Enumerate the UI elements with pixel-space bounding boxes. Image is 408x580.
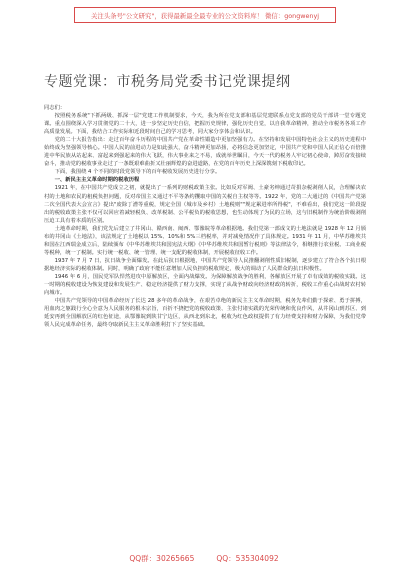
section-paragraph: 1946 年 6 月，国民党军队悍然进攻中原解放区，全面内战爆发。为保障解放战争的胜利，各解放区开展了卓有成效的税收实践。这一时期的税收建设为恢复建设和发展生产、稳定经济提供了财力支撑，实现了从战争财政向经济财政的转折，税收工作重心由战时农村转向城市。 (44, 273, 366, 297)
body-paragraph: 党的二十大报告指出：走过百年奋斗历程的中国共产党在革命性锻造中更加坚强有力。在坚持和发展中国特色社会主义的历史进程中始终成为坚强领导核心。中国人民的前进动力是如此强大，奋斗精神更加昂扬，必将信念更加坚定，中国共产党和中国人民正信心百倍推进中华民族从站起来、富起来到强起来的伟大飞跃，伟大事业来之不易，成就举世瞩目，今天一代的税务人牢记初心使命，踔厉奋发接续奋斗，推动党的税收事业走过了一条既艰难曲折又壮丽辉煌的奋进道路，在党的百年历史上深深镌刻下税收印记。 (44, 137, 366, 168)
document-title: 专题党课：市税务局党委书记党课提纲 (44, 74, 291, 90)
body-paragraph: 下面，我围绕 4 个不同的时段党领导下的百年税收发展历史进行分享。 (54, 169, 221, 176)
document-body (44, 104, 366, 329)
footer-qq-group: QQ群：30265665 (129, 554, 195, 563)
section-paragraph: 土地革命时期，我们党先后建立了井冈山、赣西南、闽西、鄂豫皖等革命根据地。我们党第一部成文的土地法就是 1928 年 12 月颁布的井冈山《土地法》，该法规定了土地税以 15%、10%和 5%三档税率，并对减免情况作了具体规定。1931 年 11 月，中华苏维埃共和国在江西瑞金成立后，陆续颁布《中华苏维埃共和国宪法大纲》《中华苏维埃共和国暂行税则》等法律法令，相继推行农业税、工商业税等税种，统一了税制。实行统一税收、统一管理、统一支配的税收体制，开展税收征收工作。 (44, 225, 366, 256)
footer (0, 553, 408, 564)
top-banner (74, 7, 336, 23)
intro-paragraph: 按照税务系统"下抓两级、抓深一层"党建工作机制要求，今天，我为所在党支部和基层党建联系点党支部的党员干部讲一堂专题党课。重点围绕深入学习贯彻党的二十大，进一步坚定历史自信，把握历史规律，强化历史自觉，以自我革命精神，推动全市税务各项工作高质量发展。下面，我结合工作实际和近段时间自己的学习思考，同大家分享体会和认识。 (44, 113, 366, 136)
footer-qq-contact: QQ：535304092 (216, 554, 279, 563)
banner-text: 关注头条号"公文研究"，获得最新最全最专业的公文资料库！ 微信：gongwenyj (90, 11, 320, 20)
salutation: 同志们： (44, 105, 66, 111)
section-paragraph: 中国共产党领导的中国革命经历了长达 28 多年的革命战争，在艰苦卓绝的新民主主义革命时期，税务先辈们勤于探索、勇于拼搏，用血肉之躯践行全心全意为人民服务的根本宗旨，百折不挠把党的税收政策、主张付诸实践的光荣传统和优良作风，从井冈山到苏区、到延安再到全国解放区的红色征途，从鄂豫皖到陕甘宁边区，从西北到东北，税收为红色政权提供了有力经费支持和财力保障，为我们党带领人民完成革命任务，最终夺取新民主主义革命胜利打下了坚实基础。 (44, 298, 366, 329)
section-heading: 一、新民主主义革命时期的税收历程 (54, 177, 140, 184)
section-paragraph: 1937 年 7 月 7 日，抗日战争全面爆发。在此后抗日根据地，中国共产党领导人民推翻剥削性质旧税制，逐步建立了符合各个抗日根据地经济实际的税收体制。同时，明确了政府不能任意增加人民负担的税收规定，极大的调动了人民群众的抗日积极性。 (44, 257, 366, 272)
section-paragraph: 1921 年，在中国共产党成立之初，就提出了一系列的财税政策主张。比如反对军阀、土豪劣绅通过苛捐杂税剥削人民，合理解决农村的土地和农民的租税负担问题，反对帝国主义通过不平等条约攫取中国的关税自主权等等。1922 年，党的二大通过的《中国共产党第二次全国代表大会宣言》提出"废除丁漕等重税，规定全国（城市及乡村）土地税则""规定累进率所得税"，不难看出，我们党这一阶段提出的税收政策主张不仅可以回应着减轻税负、改革税制、公平税负的税收思想，也生动体现了为民的立场，这与旧税制作为统治阶级剥削压迫工具有着本质的区别。 (44, 185, 366, 224)
